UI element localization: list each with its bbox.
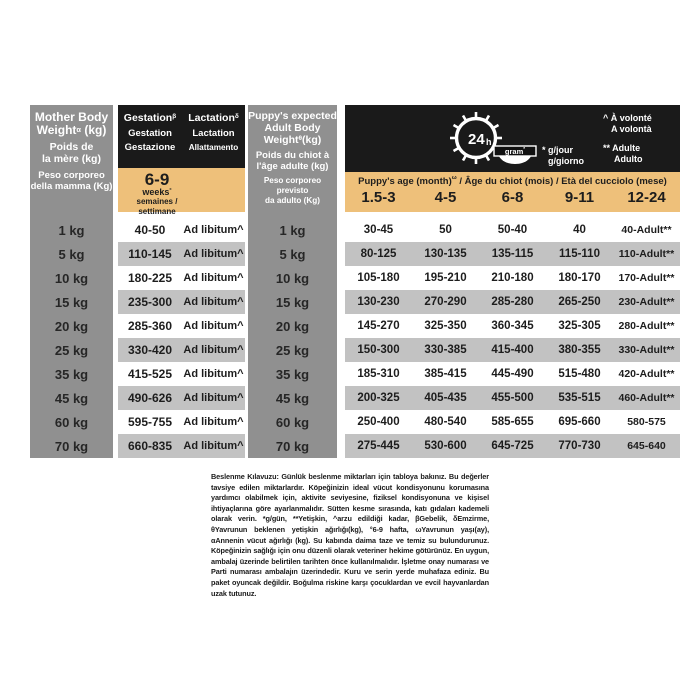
table-row: 235-300 Ad libitum^ — [118, 290, 245, 314]
table-row: 20 kg — [275, 318, 310, 334]
puppy-kg-rows — [248, 218, 337, 458]
clock-24-label: 24 — [468, 131, 485, 148]
age-col-header: 12-24 — [627, 189, 666, 206]
age-col-header: 1.5-3 — [361, 189, 396, 206]
puppy-sup: θ — [298, 135, 303, 142]
notes-body: Günlük beslenme miktarları için tabloya bakınız. Bu değerler tavsiye edilen miktarlardır. Köpeğinizin ideal vücut kondisyonunu korumasına yardımcı olabilmek için, aktivite seviyesine, fiziksel kondisyonuna ve kişisel ihtiyaçlarına göre ayarlanmalıdır. Sütten kesme sırasında, katı gıdaları kademeli olarak verin. *g/gün, **Yetişkin, ^arzu edildiği kadar, βGebelik, δEmzirme, θYavrunun beklenen yetişkin ağırlığı(kg), °6-9 hafta, ωYavrunun yaşı(ay), αAnnenin vücut ağırlığı (kg). Su kabında daima taze ve temiz su bulundurunuz. Köpeğinizin sağlığı için onu düzenli olarak veteriner hekime götürünüz. En uygun, ambalaj üzerinde belirtilen tarihten önce kullanılmalıdır. İşletme onay numarası ve Parti numarası ambalajın üzerindedir. Kuru ve serin yerde muhafaza ediniz. Bu paket oyuncak değildir. Boğulma riskine karşı çocuklardan ve evcil hayvanlardan uzak tutunuz. — [211, 472, 490, 598]
lactation-header: Lactation$^\delta$ Lactation Allattamento — [182, 112, 245, 168]
puppy-title-line3: Weight$^\theta$(kg) — [263, 134, 322, 146]
puppy-title-line2: Adult Body — [264, 122, 321, 134]
mother-sup: α — [76, 125, 81, 134]
age-col-header: 6-8 — [501, 189, 524, 206]
table-row: 70 kg — [54, 438, 89, 454]
puppy-age-rows — [345, 218, 680, 458]
puppy-age-band — [345, 172, 680, 212]
puppy-title-line1: Puppy's expected — [248, 110, 337, 122]
table-row: 80-125 130-135 135-115 115-110 110-Adult** — [345, 242, 680, 266]
table-row: 130-230 270-290 285-280 265-250 230-Adult** — [345, 290, 680, 314]
table-row: 35 kg — [54, 366, 89, 382]
gestation-lactation-rows — [118, 218, 245, 458]
puppy-title-fr1: Poids du chiot à — [255, 150, 330, 161]
notes-lead: Beslenme Kılavuzu: — [211, 472, 279, 481]
table-row: 40-50 Ad libitum^ — [134, 223, 244, 237]
table-row: 60 kg — [275, 414, 310, 430]
mother-title-line1: Mother Body — [34, 110, 109, 124]
gestation-sup: β — [172, 113, 177, 120]
table-row: 5 kg — [58, 246, 85, 262]
table-row: 330-420 Ad libitum^ — [118, 338, 245, 362]
table-row: 70 kg — [275, 438, 310, 454]
mother-weight-header — [30, 105, 113, 192]
puppy-title-it2: da adulto (Kg) — [264, 196, 321, 205]
table-row: 45 kg — [275, 390, 310, 406]
table-row: 275-445 530-600 645-725 770-730 645-640 — [345, 434, 680, 458]
table-row: 60 kg — [54, 414, 89, 430]
age-col-header: 4-5 — [434, 189, 457, 206]
puppy-weight-header — [248, 105, 337, 206]
age-col-header: 9-11 — [564, 189, 595, 206]
gram-bowl-label: gram* — [504, 145, 526, 156]
table-row: 35 kg — [275, 366, 310, 382]
adult-note: ** Adulte Adulto — [603, 143, 643, 164]
table-row: 5 kg — [279, 246, 306, 262]
puppy-adult-weight-column — [248, 105, 337, 458]
table-row: 285-360 Ad libitum^ — [127, 319, 244, 333]
table-row: 10 kg — [54, 270, 89, 286]
table-row: 105-180 195-210 210-180 180-170 170-Adult** — [357, 272, 675, 284]
puppy-age-columns — [345, 189, 680, 206]
mother-title-fr1: Poids de — [49, 141, 94, 153]
lactation-fr: Lactation — [192, 128, 235, 139]
table-row: 200-325 405-435 455-500 535-515 460-Adult** — [345, 386, 680, 410]
gestation-fr: Gestation — [128, 128, 172, 139]
table-row: 250-400 480-540 585-655 695-660 580-575 — [357, 416, 666, 428]
gestation-header: Gestation$^\beta$ Gestation Gestazione — [118, 112, 182, 168]
puppy-title-fr2: l'âge adulte (kg) — [256, 161, 329, 172]
table-row: 15 kg — [275, 294, 310, 310]
table-row: 415-525 Ad libitum^ — [127, 367, 244, 381]
gestation-weeks-band — [118, 168, 245, 216]
daily-ration-header — [345, 105, 680, 172]
lactation-it: Allattamento — [188, 143, 239, 152]
grams-per-day-note: * g/jour g/giorno — [542, 145, 584, 166]
gestation-it: Gestazione — [124, 142, 176, 153]
feeding-guide-notes — [211, 472, 489, 599]
table-row: 25 kg — [54, 342, 89, 358]
mother-title-it2: della mamma (Kg) — [30, 181, 113, 192]
puppy-title-it1: Peso corporeo previsto — [263, 176, 322, 195]
table-row: 660-835 Ad libitum^ — [118, 434, 245, 458]
weeks-6-9-label: 6-9 weeks° semaines / settimane — [136, 170, 178, 216]
table-row: 1 kg — [279, 222, 306, 238]
table-row: 180-225 Ad libitum^ — [127, 271, 244, 285]
table-row: 1 kg — [58, 222, 85, 238]
table-row: 150-300 330-385 415-400 380-355 330-Adult** — [345, 338, 680, 362]
a-volonte-note: ^ À volonté A volontà — [603, 113, 652, 134]
gestation-lactation-block — [118, 105, 245, 458]
mother-title-line2: Weight$^\alpha$ (kg) — [36, 123, 107, 137]
table-row: 45 kg — [54, 390, 89, 406]
table-row: 30-45 50 50-40 40 40-Adult** — [363, 224, 672, 236]
table-row: 25 kg — [275, 342, 310, 358]
mother-title-fr2: la mère (kg) — [42, 152, 101, 165]
table-row: 185-310 385-415 445-490 515-480 420-Adult** — [357, 368, 675, 380]
puppy-age-title: Puppy's age (month)$^\omega$ / Âge du chiot (mois) / Età del cucciolo (mese) — [358, 175, 667, 187]
mother-kg-rows — [30, 218, 113, 458]
table-row: 20 kg — [54, 318, 89, 334]
puppy-age-block — [345, 105, 680, 458]
table-row: 10 kg — [275, 270, 310, 286]
table-row: 15 kg — [54, 294, 89, 310]
gestation-lactation-header — [118, 105, 245, 168]
lactation-sup: δ — [234, 113, 239, 120]
table-row: 490-626 Ad libitum^ — [118, 386, 245, 410]
mother-title-it1: Peso corporeo — [38, 170, 105, 181]
gram-bowl-icon — [493, 142, 537, 168]
table-row: 595-755 Ad libitum^ — [127, 415, 244, 429]
mother-weight-column — [30, 105, 113, 458]
table-row: 110-145 Ad libitum^ — [118, 242, 245, 266]
table-row: 145-270 325-350 360-345 325-305 280-Adult** — [357, 320, 675, 332]
clock-h-label: h — [486, 137, 492, 147]
